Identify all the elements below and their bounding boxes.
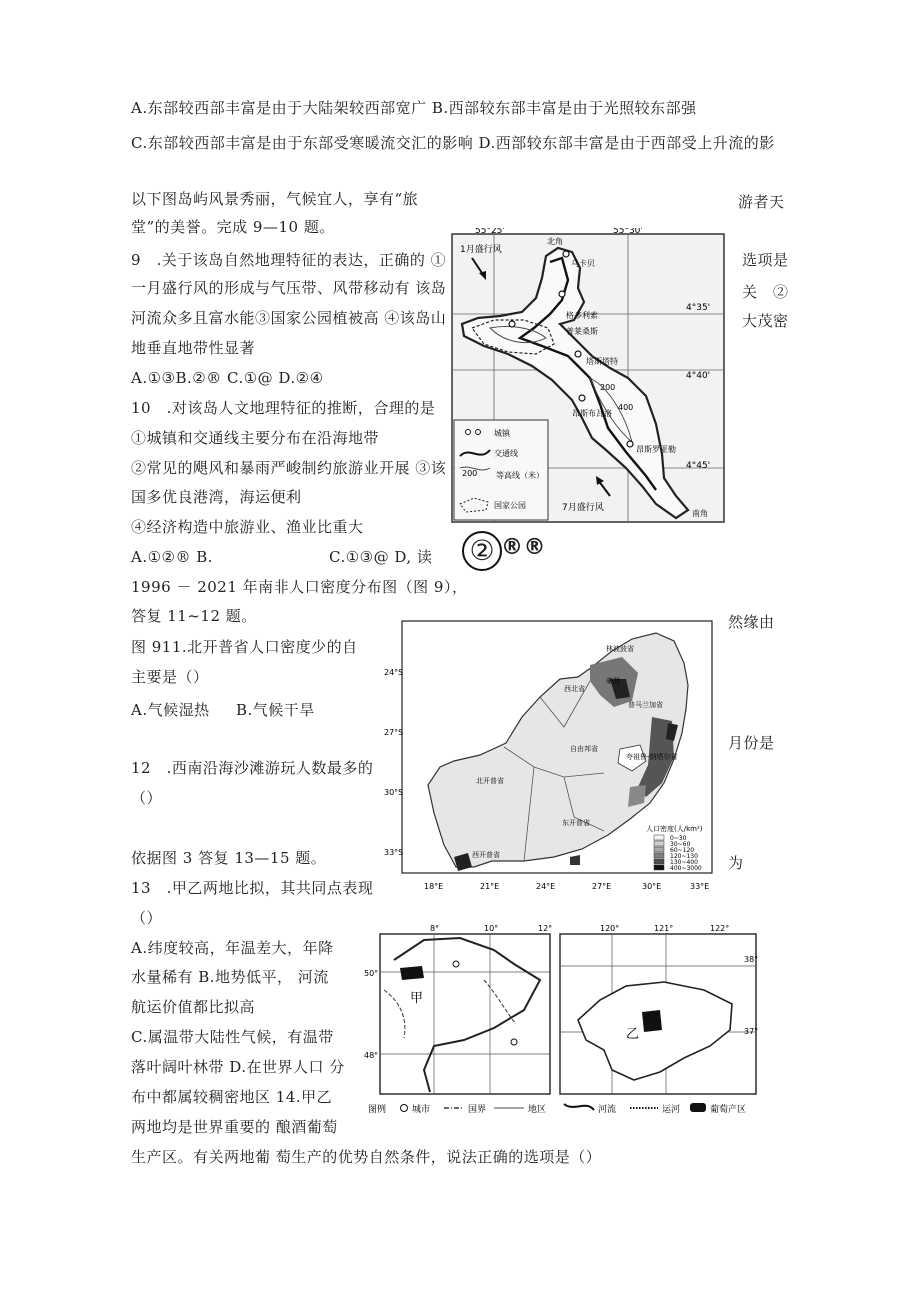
legend-border: 国界: [468, 1105, 487, 1115]
province-mpumalanga: 普马兰加省: [628, 701, 663, 709]
sa-lon-24: 24°E: [536, 882, 556, 891]
lon-label-1: 55°25': [475, 228, 505, 236]
question-13-option-c: C.属温带大陆性气候，有温带: [131, 1028, 334, 1046]
question-14-line3: 生产区。有关两地葡 萄生产的优势自然条件，说法正确的选项是（）: [131, 1148, 602, 1166]
sa-lon-21: 21°E: [480, 882, 500, 891]
jia-lat-50: 50°: [364, 969, 379, 978]
sa-lat-24: 24°S: [384, 668, 404, 677]
yi-lon-122: 122°: [710, 924, 730, 933]
sa-lon-30: 30°E: [642, 882, 662, 891]
question-9-options: A.①③B.②® C.①@ D.②④: [131, 369, 324, 387]
sa-lon-33: 33°E: [690, 882, 710, 891]
question-9-line2: 一月盛行风的形成与气压带、风带移动有 该岛: [131, 279, 447, 297]
legend-river: 河流: [598, 1105, 617, 1115]
legend-town: 城镇: [494, 429, 510, 438]
question-9-right3: 大茂密: [742, 312, 789, 330]
jul-wind-label: 7月盛行风: [562, 503, 604, 513]
question-9-right2: 关 ②: [742, 283, 789, 301]
contour-label-200: 200: [600, 383, 616, 392]
legend-city: 城市: [412, 1105, 431, 1115]
town-label-2: 格多利索: [566, 311, 598, 320]
question-12-blank: （）: [131, 789, 163, 807]
island-map: [450, 228, 726, 524]
lon-label-2: 55°30': [613, 228, 643, 236]
question-11: 图 911.北开普省人口密度少的自: [131, 638, 358, 656]
lat-label-3: 4°45': [686, 461, 711, 471]
province-eastern-cape: 东开普省: [562, 819, 590, 827]
province-northern-cape: 北开普省: [476, 777, 504, 785]
option-line-ab: A.东部较西部丰富是由于大陆架较西部宽广 B.西部较东部丰富是由于光照较东部强: [131, 99, 697, 117]
density-legend-1: 0~30: [670, 835, 687, 842]
question-10-item1: ①城镇和交通线主要分布在沿海地带: [131, 429, 380, 447]
legend-region: 地区: [528, 1105, 547, 1115]
question-9: 9 .关于该岛自然地理特征的表达，正确的 ①: [131, 251, 447, 269]
south-africa-map: [384, 617, 715, 899]
legend-canal: 运河: [662, 1105, 681, 1115]
question-13-option-d: 落叶阔叶林带 D.在世界人口 分: [131, 1058, 345, 1076]
question-14: 布中都属较稠密地区 14.甲乙: [131, 1088, 333, 1106]
legend-road: 交通线: [494, 449, 518, 458]
yi-lat-37: 37°: [744, 1027, 759, 1036]
intro-line: 以下图岛屿风景秀丽，气候宜人，享有“旅: [131, 190, 419, 208]
question-10-options-a: A.①②® B.: [131, 548, 214, 566]
jia-lon-8: 8°: [430, 924, 440, 933]
sa-lon-27: 27°E: [592, 882, 612, 891]
question-10-item4: ④经济构造中旅游业、渔业比重大: [131, 518, 364, 536]
town-label-1: 乌卡贝: [571, 259, 595, 268]
town-label-6: 昂斯罗亚勒: [636, 445, 676, 454]
figure9-intro: 1996 － 2021 年南非人口密度分布图（图 9），: [131, 578, 468, 596]
jia-yi-maps: [364, 920, 762, 1120]
legend-title: 图例: [368, 1105, 387, 1115]
island-map-svg: [450, 228, 726, 524]
jia-yi-maps-svg: [364, 920, 762, 1120]
jia-lon-12: 12°: [538, 924, 553, 933]
yi-lat-38: 38°: [744, 955, 759, 964]
question-10-options-c: C.①③@ D, 读: [329, 548, 433, 566]
question-12: 12 .西南沿海沙滩游玩人数最多的: [131, 759, 374, 777]
figure3-intro: 依据图 3 答复 13—15 题。: [131, 849, 327, 867]
sa-lat-30: 30°S: [384, 788, 404, 797]
density-legend-title: 人口密度(人/km²): [646, 825, 703, 833]
question-13-option-a: A.纬度较高，年温差大，年降: [131, 939, 334, 957]
intro-line-2: 堂”的美誉。完成 9—10 题。: [131, 218, 335, 236]
question-11-right: 然缘由: [728, 613, 775, 631]
province-western-cape: 西开普省: [472, 851, 500, 859]
question-11-option-a: A.气候湿热: [131, 701, 210, 719]
question-13-line3: 航运价值都比拟高: [131, 998, 256, 1016]
density-legend-2: 30~60: [670, 841, 691, 848]
intro-line-right: 游者天: [738, 193, 785, 211]
legend-park: 国家公园: [494, 501, 526, 510]
option-line-cd: C.东部较西部丰富是由于东部受寒暖流交汇的影响 D.西部较东部丰富是由于西部受上升流的影: [131, 134, 775, 152]
south-cape-label: 南角: [692, 509, 708, 518]
contour-label-400: 400: [618, 403, 634, 412]
jia-label: 甲: [410, 991, 424, 1006]
yi-lon-120: 120°: [600, 924, 620, 933]
jan-wind-label: 1月盛行风: [460, 245, 502, 255]
yi-label: 乙: [626, 1027, 640, 1042]
south-africa-map-svg: [384, 617, 715, 899]
question-14-line2: 两地均是世界重要的 酿酒葡萄: [131, 1118, 338, 1136]
question-10-item2: ②常见的飓风和暴雨严峻制约旅游业开展 ③该: [131, 459, 447, 477]
town-label-5: 昂斯布瓦洛: [572, 409, 612, 418]
figure3-right: 为: [728, 854, 744, 872]
sa-lon-18: 18°E: [424, 882, 444, 891]
yi-lon-121: 121°: [654, 924, 674, 933]
figure9-intro2: 答复 11~12 题。: [131, 607, 257, 625]
jia-lon-10: 10°: [484, 924, 499, 933]
legend-contour: 等高线（米）: [496, 471, 544, 480]
density-legend-4: 120~130: [670, 853, 698, 860]
province-limpopo: 林波波省: [606, 645, 634, 653]
province-gauteng: 豪登: [606, 677, 620, 685]
town-label-3: 普莱桑斯: [566, 327, 598, 336]
legend-vineyard: 葡萄产区: [710, 1105, 747, 1115]
north-cape-label: 北角: [547, 237, 563, 246]
province-freestate: 自由邦省: [570, 745, 598, 753]
lat-label-2: 4°40': [686, 371, 711, 381]
question-9-line4: 地垂直地带性显著: [131, 339, 256, 357]
question-9-right: 选项是: [742, 251, 789, 269]
question-12-right: 月份是: [728, 734, 775, 752]
question-13: 13 .甲乙两地比拟，其共同点表现: [131, 879, 374, 897]
density-legend-3: 60~120: [670, 847, 695, 854]
lat-label-1: 4°35': [686, 303, 711, 313]
option-d-marks: ®®: [501, 535, 546, 560]
sa-lat-27: 27°S: [384, 728, 404, 737]
density-legend-6: 400~3000: [670, 865, 702, 872]
province-northwest: 西北省: [564, 685, 585, 693]
question-10-item3: 国多优良港湾，海运便利: [131, 488, 302, 506]
sa-lat-33: 33°S: [384, 848, 404, 857]
question-11-option-b: B.气候干旱: [236, 701, 315, 719]
town-label-4: 塔斯塔特: [586, 357, 618, 366]
question-13-blank: （）: [131, 909, 163, 927]
question-11-line2: 主要是（）: [131, 668, 209, 686]
density-legend-5: 130~400: [670, 859, 698, 866]
circled-two: ②: [462, 531, 502, 571]
legend-contour-value: 200: [462, 469, 478, 478]
question-9-line3: 河流众多且富水能③国家公园植被高 ④该岛山: [131, 309, 447, 327]
question-13-option-b: 水量稀有 B.地势低平， 河流: [131, 968, 329, 986]
jia-lat-48: 48°: [364, 1051, 379, 1060]
question-10: 10 .对该岛人文地理特征的推断，合理的是: [131, 399, 436, 417]
province-kzn: 夸祖鲁-纳塔尔省: [626, 753, 678, 761]
